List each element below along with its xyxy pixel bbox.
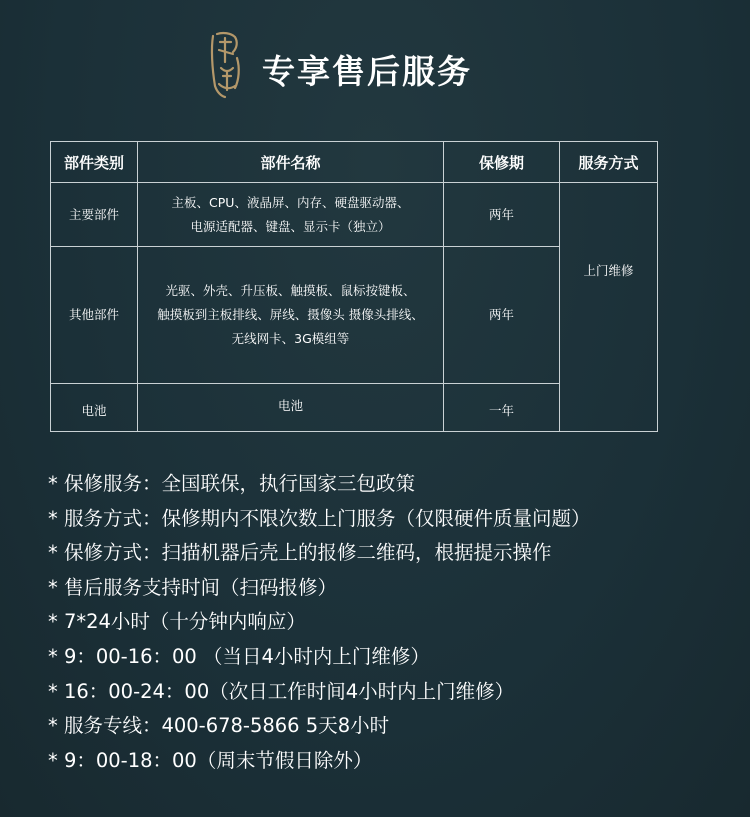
- column-header-warranty: 保修期: [444, 142, 560, 183]
- warranty-cell: 两年: [444, 247, 560, 384]
- note-service-method: * 服务方式：保修期内不限次数上门服务（仅限硬件质量问题）: [48, 506, 591, 530]
- warranty-table: [50, 141, 658, 432]
- column-header-service: 服务方式: [560, 142, 658, 183]
- parts-cell: [138, 247, 444, 384]
- service-notes: [48, 467, 590, 778]
- parts-line: 电池: [277, 398, 303, 413]
- note-hotline: * 服务专线：400-678-5866 5天8小时: [48, 714, 390, 738]
- category-cell: 主要部件: [51, 183, 138, 247]
- column-header-parts: 部件名称: [138, 142, 444, 183]
- column-header-category: 部件类别: [51, 142, 138, 183]
- note-support-hours: * 售后服务支持时间（扫码报修）: [48, 575, 337, 599]
- category-cell: 其他部件: [51, 247, 138, 384]
- parts-cell: [138, 384, 444, 432]
- warranty-cell: 两年: [444, 183, 560, 247]
- parts-cell: [138, 183, 444, 247]
- table-header-row: [51, 142, 658, 183]
- parts-line: 主板、CPU、液晶屏、内存、硬盘驱动器、: [171, 194, 410, 210]
- note-hotline-hours: * 9：00-18：00（周末节假日除外）: [48, 748, 373, 772]
- parts-line: 光驱、外壳、升压板、触摸板、鼠标按键板、: [165, 283, 416, 298]
- note-24h-response: * 7*24小时（十分钟内响应）: [48, 610, 306, 634]
- category-cell: 电池: [51, 384, 138, 432]
- warranty-cell: 一年: [444, 384, 560, 432]
- note-next-day-window: * 16：00-24：00（次日工作时间4小时内上门维修）: [48, 679, 515, 703]
- header: [0, 28, 750, 108]
- parts-line: 触摸板到主板排线、屏线、摄像头 摄像头排线、: [157, 307, 424, 322]
- parts-line: 无线网卡、3G模组等: [231, 331, 350, 346]
- table-row: [51, 183, 658, 247]
- note-repair-method: * 保修方式：扫描机器后壳上的报修二维码，根据提示操作: [48, 541, 552, 565]
- page-title: 专享售后服务: [262, 52, 472, 91]
- note-warranty-policy: * 保修服务：全国联保，执行国家三包政策: [48, 472, 415, 495]
- service-cell: 上门维修: [560, 183, 658, 432]
- brand-seal-icon: [207, 28, 243, 100]
- parts-line: 电源适配器、键盘、显示卡（独立）: [190, 218, 391, 234]
- note-same-day-window: * 9：00-16：00 （当日4小时内上门维修）: [48, 644, 430, 668]
